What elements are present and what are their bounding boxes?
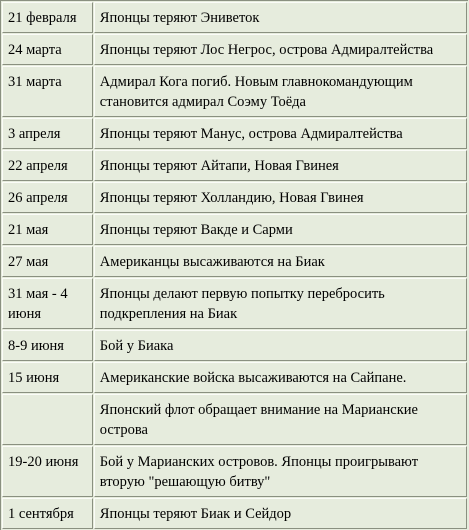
table-row <box>2 34 467 65</box>
date-cell: 1 сентября <box>2 498 93 529</box>
table-row <box>2 394 467 445</box>
date-cell: 31 мая - 4 июня <box>2 278 93 329</box>
table-row <box>2 278 467 329</box>
date-cell <box>2 394 93 445</box>
event-cell: Японцы теряют Биак и Сейдор <box>94 498 467 529</box>
table-row <box>2 498 467 529</box>
date-cell: 15 июня <box>2 362 93 393</box>
table-row <box>2 362 467 393</box>
table-row <box>2 2 467 33</box>
date-cell: 27 мая <box>2 246 93 277</box>
event-cell: Бой у Биака <box>94 330 467 361</box>
event-cell: Японцы теряют Манус, острова Адмиралтейства <box>94 118 467 149</box>
event-cell: Японцы теряют Эниветок <box>94 2 467 33</box>
date-cell: 21 мая <box>2 214 93 245</box>
table-row <box>2 246 467 277</box>
table-row <box>2 214 467 245</box>
table-row <box>2 150 467 181</box>
table-row <box>2 330 467 361</box>
date-cell: 24 марта <box>2 34 93 65</box>
date-cell: 19-20 июня <box>2 446 93 497</box>
event-cell: Японцы делают первую попытку перебросить подкрепления на Биак <box>94 278 467 329</box>
event-cell: Адмирал Кога погиб. Новым главнокомандующим становится адмирал Соэму Тоёда <box>94 66 467 117</box>
event-cell: Японцы теряют Вакде и Сарми <box>94 214 467 245</box>
table-row <box>2 66 467 117</box>
event-cell: Американцы высаживаются на Биак <box>94 246 467 277</box>
table-row <box>2 446 467 497</box>
table-row <box>2 118 467 149</box>
date-cell: 26 апреля <box>2 182 93 213</box>
event-cell: Японский флот обращает внимание на Марианские острова <box>94 394 467 445</box>
date-cell: 8-9 июня <box>2 330 93 361</box>
date-cell: 21 февраля <box>2 2 93 33</box>
event-cell: Японцы теряют Айтапи, Новая Гвинея <box>94 150 467 181</box>
event-cell: Японцы теряют Холландию, Новая Гвинея <box>94 182 467 213</box>
event-cell: Бой у Марианских островов. Японцы проигрывают вторую "решающую битву" <box>94 446 467 497</box>
date-cell: 3 апреля <box>2 118 93 149</box>
event-cell: Японцы теряют Лос Негрос, острова Адмиралтейства <box>94 34 467 65</box>
event-cell: Американские войска высаживаются на Сайпане. <box>94 362 467 393</box>
table-row <box>2 182 467 213</box>
date-cell: 31 марта <box>2 66 93 117</box>
date-cell: 22 апреля <box>2 150 93 181</box>
